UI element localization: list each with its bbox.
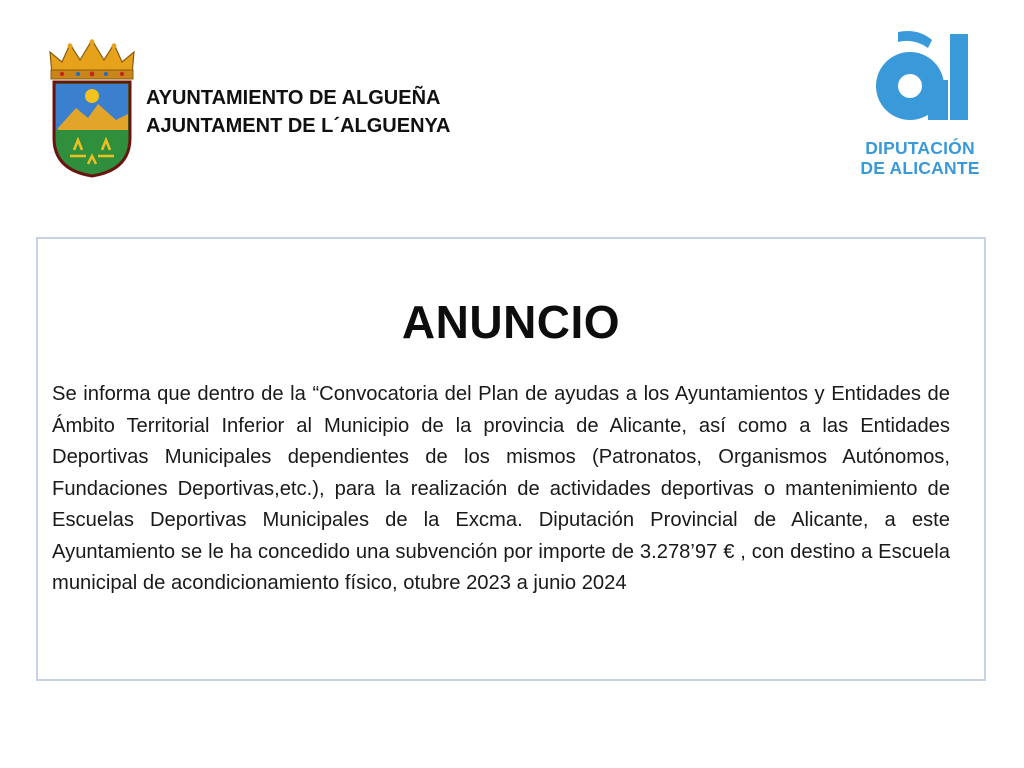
municipality-names: [146, 84, 450, 140]
notice-title: ANUNCIO: [401, 296, 621, 348]
notice-box: [36, 237, 986, 681]
svg-text:DE ALICANTE: DE ALICANTE: [860, 158, 980, 178]
municipality-name-val: AJUNTAMENT DE L´ALGUENYA: [146, 115, 451, 137]
municipality-name-es: AYUNTAMIENTO DE ALGUEÑA: [146, 87, 441, 109]
coat-of-arms-icon: [46, 38, 138, 178]
crown-icon: [50, 40, 134, 80]
diputacion-alicante-logo: [858, 30, 982, 180]
notice-body: Se informa que dentro de la “Convocatoria del Plan de ayudas a los Ayuntamientos y Entidades de Ámbito Territorial Inferior al Municipio de la provincia de Alicante, así como a las Entidades Deportivas Municipales dependientes de los mismos (Patronatos, Organismos Autónomos, Fundaciones Deportivas,etc.), para la realización de actividades deportivas o mantenimiento de Escuelas Deportivas Municipales de la Excma. Diputación Provincial de Alicante, a este Ayuntamiento se le ha concedido una subvención por importe de 3.278’97 € , con destino a Escuela municipal de acondicionamiento físico, otubre 2023 a junio 2024: [52, 383, 950, 594]
shield-icon: [54, 82, 130, 176]
svg-text:DIPUTACIÓN: DIPUTACIÓN: [865, 138, 975, 158]
